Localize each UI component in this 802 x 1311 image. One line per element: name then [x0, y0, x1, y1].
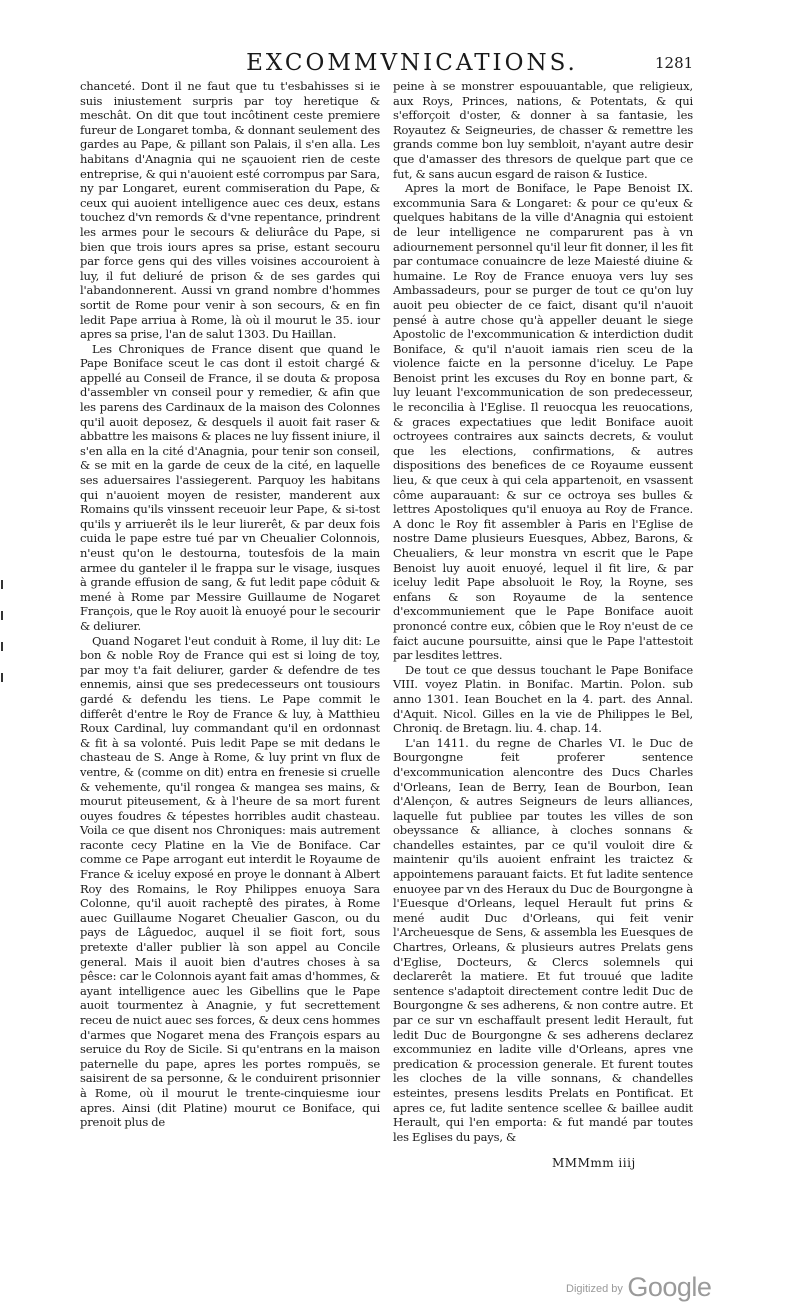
- page-number: 1281: [655, 54, 694, 72]
- digitized-watermark: [566, 1272, 711, 1303]
- binding-mark: [1, 642, 7, 651]
- paragraph: Apres la mort de Boniface, le Pape Benoist IX. excommunia Sara & Longaret: & pour ce qu'eux & quelques habitans de la ville d'Anagnia qui estoient de leur intelligence ne comparurent pas à vn adiournement personnel qu'il leur fit donner, il les fit par contumace conuaincre de leze Maiesté diuine & humaine. Le Roy de France enuoya vers luy ses Ambassadeurs, pour se purger de tout ce qu'on luy auoit peu obiecter de ce faict, disant qu'il n'auoit pensé à autre chose qu'à appeller deuant le siege Apostolic de l'excommunication & interdiction dudit Boniface, & qu'il n'auoit iamais rien sceu de la violence faicte en la personne d'iceluy. Le Pape Benoist print les excuses du Roy en bonne part, & luy leuant l'excommunication de son predecesseur, le reconcilia à l'Eglise. Il reuocqua les reuocations, & graces expectatiues que ledit Boniface auoit octroyees contraires aux saincts decrets, & voulut que les elections, confirmations, & autres dispositions des benefices de ce Royaume eussent lieu, & que ceux à qui cela appartenoit, en vsassent côme auparauant: & sur ce octroya ses bulles & lettres Apostoliques qu'il enuoya au Roy de France. A donc le Roy fit assembler à Paris en l'Eglise de nostre Dame plusieurs Euesques, Abbez, Barons, & Cheualiers, & leur monstra vn escrit que le Pape Benoist luy auoit enuoyé, lequel il fit lire, & par iceluy ledit Pape absoluoit le Roy, la Royne, ses enfans & son Royaume de la sentence d'excommuniement que le Pape Boniface auoit prononcé contre eux, côbien que le Roy n'eust de ce faict aucune poursuitte, ainsi que le Pape l'attestoit par lesdites lettres.: [393, 181, 693, 663]
- paragraph: Quand Nogaret l'eut conduit à Rome, il luy dit: Le bon & noble Roy de France qui est si loing de toy, par moy t'a fait deliurer, garder & defendre de tes ennemis, ainsi que ses predecesseurs ont tousiours gardé & defendu les tiens. Le Pape commit le differêt d'entre le Roy de France & luy, à Matthieu Roux Cardinal, luy commandant qu'il en ordonnast & fit à sa volonté. Puis ledit Pape se mit dedans le chasteau de S. Ange à Rome, & luy print vn flux de ventre, & (comme on dit) entra en frenesie si cruelle & vehemente, qu'il rongea & mangea ses mains, & mourut piteusement, & à l'heure de sa mort furent ouyes foudres & tépestes horribles audit chasteau. Voila ce que disent nos Chroniques: mais autrement raconte cecy Platine en la Vie de Boniface. Car comme ce Pape arrogant eut interdit le Royaume de France & iceluy exposé en proye le donnant à Albert Roy des Romains, le Roy Philippes enuoya Sara Colonne, qu'il auoit racheptê des pirates, à Rome auec Guillaume Nogaret Cheualier Gascon, ou du pays de Lâguedoc, auquel il se fioit fort, sous pretexte d'aller publier là son appel au Concile general. Mais il auoit bien d'autres choses à sa pêsce: car le Colonnois ayant fait amas d'hommes, & ayant intelligence auec les Gibellins que le Pape auoit tourmentez à Anagnie, y fut secrettement receu de nuict auec ses forces, & deux cens hommes d'armes que Nogaret mena des François espars au seruice du Roy de Sicile. Si qu'entrans en la maison paternelle du pape, apres les portes rompuës, se saisirent de sa personne, & le conduirent prisonnier à Rome, où il mourut le trente-cinquiesme iour apres. Ainsi (dit Platine) mourut ce Boniface, qui prenoit plus de: [80, 633, 380, 1130]
- left-column: [80, 79, 380, 1130]
- binding-mark: [1, 611, 7, 620]
- margin-binding-marks: [0, 580, 8, 700]
- paragraph: Les Chroniques de France disent que quand le Pape Boniface sceut le cas dont il estoit chargé & appellé au Conseil de France, il se douta & proposa d'assembler vn conseil pour y remedier, & afin que les parens des Cardinaux de la maison des Colonnes qu'il auoit deposez, & desquels il auoit fait raser & abbattre les maisons & places ne luy fissent iniure, il s'en alla en la cité d'Anagnia, pour tenir son conseil, & se mit en la garde de ceux de la cité, en laquelle ses aduersaires l'assiegerent. Parquoy les habitans qui n'auoient moyen de resister, manderent aux Romains qu'ils vinssent receuoir leur Pape, & si-tost qu'ils y arriuerêt ils le leur liurerêt, & par deux fois cuida le pape estre tué par vn Cheualier Colonnois, n'eust qu'on le destourna, toutesfois de la main armee du ganteler il le frappa sur le visage, iusques à grande effusion de sang, & fut ledit pape côduit & mené à Rome par Messire Guillaume de Nogaret François, que le Roy auoit là enuoyé pour le secourir & deliurer.: [80, 341, 380, 633]
- running-title: EXCOMMVNICATIONS.: [246, 50, 578, 76]
- paragraph: chanceté. Dont il ne faut que tu t'esbahisses si ie suis iniustement surpris par toy heretique & meschât. On dit que tout incôtinent ceste premiere fureur de Longaret tomba, & donnant seulement des gardes au Pape, & pillant son Palais, il s'en alla. Les habitans d'Anagnia qui ne sçauoient rien de ceste entreprise, & qui n'auoient esté corrompus par Sara, ny par Longaret, eurent commiseration du Pape, & ceux qui auoient intelligence auec ces deux, estans touchez d'vn remords & d'vne repentance, prindrent les armes pour le secours & deliurâce du Pape, si bien que trois iours apres sa prise, estant secouru par force gens qui des villes voisines accouroient à luy, il fut deliuré de prison & de ses gardes qui l'abandonnerent. Aussi vn grand nombre d'hommes sortit de Rome pour venir à son secours, & en fin ledit Pape arriua à Rome, là où il mourut le 35. iour apres sa prise, l'an de salut 1303. Du Haillan.: [80, 79, 380, 342]
- paragraph: De tout ce que dessus touchant le Pape Boniface VIII. voyez Platin. in Bonifac. Martin. Polon. sub anno 1301. Iean Bouchet en la 4. part. des Annal. d'Aquit. Nicol. Gilles en la vie de Philippes le Bel, Chroniq. de Bretagn. liu. 4. chap. 14.: [393, 662, 693, 736]
- paragraph: peine à se monstrer espouuantable, que religieux, aux Roys, Princes, nations, & Potentats, & qui s'efforçoit d'oster, & donner à sa fantasie, les Royautez & Seigneuries, de chasser & remettre les grands comme bon luy sembloit, n'ayant autre desir que d'amasser des thresors de quelque part que ce fut, & sans aucun esgard de raison & Iustice.: [393, 79, 693, 181]
- watermark-prefix: Digitized by: [566, 1283, 623, 1295]
- binding-mark: [1, 673, 7, 682]
- google-logo: Google: [627, 1272, 712, 1302]
- binding-mark: [1, 580, 7, 589]
- signature-mark: MMMmm iiij: [552, 1156, 636, 1170]
- right-column: [393, 79, 693, 1144]
- paragraph: L'an 1411. du regne de Charles VI. le Duc de Bourgongne feit proferer sentence d'excommunication alencontre des Ducs Charles d'Orleans, Iean de Berry, Iean de Bourbon, Iean d'Alençon, & autres Seigneurs de leurs alliances, laquelle fut publiee par toutes les villes de son obeyssance & alliance, à cloches sonnans & chandelles estaintes, par ce qu'il vouloit dire & maintenir qu'ils auoient enfraint les traictez & appointemens parauant faicts. Et fut ladite sentence enuoyee par vn des Heraux du Duc de Bourgongne à l'Euesque d'Orleans, lequel Herault fut prins & mené audit Duc d'Orleans, qui feit venir l'Archeuesque de Sens, & assembla les Euesques de Chartres, Orleans, & plusieurs autres Prelats gens d'Eglise, Docteurs, & Clercs solemnels qui declarerêt la matiere. Et fut trouué que ladite sentence s'adaptoit directement contre ledit Duc de Bourgongne & ses adherens, & non contre autre. Et par ce sur vn eschaffault present ledit Herault, fut ledit Duc de Bourgongne & ses adherens declarez excommuniez en ladite ville d'Orleans, apres vne predication & procession generale. Et furent toutes les cloches de la ville sonnans, & chandelles esteintes, presens lesdits Prelats en Pontificat. Et apres ce, fut ladite sentence scellee & baillee audit Herault, qui l'en emporta: & fut mandé par toutes les Eglises du pays, &: [393, 735, 693, 1144]
